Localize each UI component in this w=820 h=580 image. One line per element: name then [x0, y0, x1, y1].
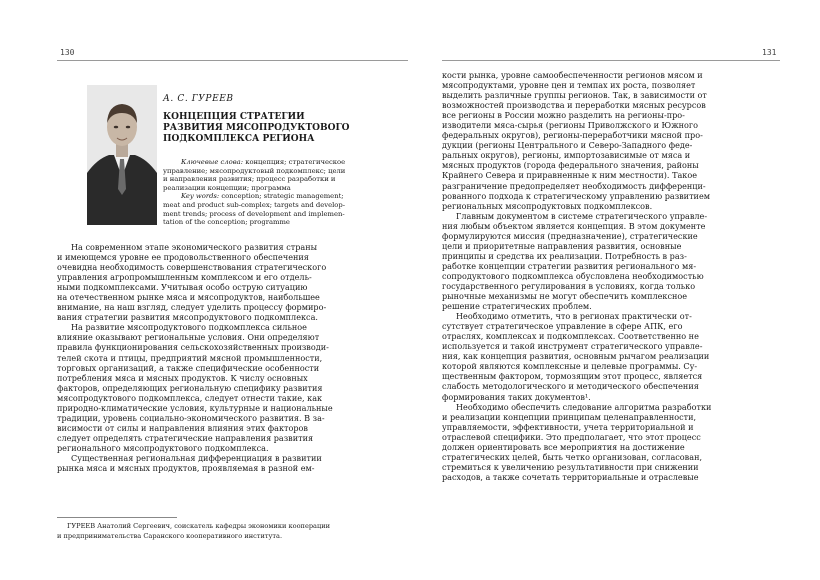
body-line: Главным документом в системе стратегического управле-: [456, 210, 708, 221]
body-line: ния, как концепция развития, основным рычагом реализации: [442, 351, 710, 362]
body-line: цели и приоритетные направления развития, основные: [442, 240, 682, 251]
keywords-ru-text: концепция; стратегическое: [243, 158, 346, 166]
body-line: На современном этапе экономического развития страны: [71, 242, 318, 252]
body-line: сопродуктового подкомплекса обусловлена необходимостью: [442, 270, 704, 281]
body-line: природно-климатические условия, культурные и национальные: [57, 402, 333, 413]
keywords-en-line: meat and product sub-complex; targets and develop-: [163, 200, 346, 209]
body-line: все регионы в России можно разделить на регионы-про-: [442, 110, 685, 121]
body-line: влияние оказывают региональные условия. Они определяют: [57, 332, 320, 343]
body-line: федеральных округов), регионы-переработчики мясной про-: [442, 130, 703, 141]
body-line: следует определять стратегические направления развития: [57, 432, 314, 443]
keywords-ru-label: Ключевые слова:: [181, 158, 244, 166]
footnote-rule: [57, 517, 177, 518]
left-body-text: [57, 242, 408, 473]
body-line: торговых организаций, а также специфические особенности: [57, 362, 320, 373]
article-title: [163, 112, 403, 145]
body-line: вания стратегии развития мясопродуктового подкомплекса.: [57, 312, 318, 323]
body-line: возможностей производства и переработки мясных ресурсов: [442, 100, 706, 111]
footnote-line: и предпринимательства Саранского кооперативного института.: [57, 531, 283, 540]
page-number-right: 131: [762, 48, 777, 57]
body-line: внимание, на наш взгляд, следует уделить процессу формиро-: [57, 302, 327, 313]
body-line: региональных мясопродуктовых подкомплексов.: [442, 200, 653, 211]
body-line: формулируются миссия (предназначение), стратегические: [442, 230, 698, 241]
body-line: факторов, определяющих региональную специфику развития: [57, 382, 323, 393]
keywords-en-first-line: [163, 192, 403, 201]
body-line: управляемости, эффективности, учета территориальной и: [442, 421, 694, 432]
body-line: сутствует стратегическое управление в сфере АПК, его: [442, 321, 683, 332]
keywords-ru-first-line: [163, 158, 403, 167]
body-line: рынка мяса и мясных продуктов, проявляемая в разной ем-: [57, 463, 315, 474]
body-line: мясопродуктами, уровне цен и темпах их роста, позволяет: [442, 80, 696, 91]
body-line: и реализации концепции принципам целенаправленности,: [442, 411, 697, 422]
page-number-left: 130: [60, 48, 75, 57]
keywords-en-text: conception; strategic management;: [219, 192, 344, 201]
keywords-ru-line: реализации концепции; программа: [163, 183, 291, 192]
keywords-block: [163, 158, 403, 227]
keywords-en-line: tation of the conception; programme: [163, 218, 290, 227]
body-line: Крайнего Севера и приравненные к ним местности). Такое: [442, 170, 698, 181]
body-line: изводители мяса-сырья (регионы Приволжского и Южного: [442, 120, 699, 131]
body-line: слабость методологического и методического обеспечения: [442, 381, 699, 392]
body-line: ными подкомплексами. Учитывая особо острую ситуацию: [57, 282, 308, 293]
author-footnote: [57, 522, 407, 541]
body-line: государственного регулирования в условиях, когда только: [442, 280, 696, 291]
body-line: отраслевой специфики. Это предполагает, что этот процесс: [442, 431, 701, 442]
author-photo: [87, 85, 157, 225]
body-line: щественным фактором, тормозящим этот процесс, является: [442, 371, 703, 382]
body-line: регионального мясопродуктового подкомплекса.: [57, 442, 269, 453]
body-line: выделить различные группы регионов. Так, в зависимости от: [442, 90, 707, 101]
body-line: решение стратегических проблем.: [442, 301, 592, 312]
body-line: кости рынка, уровне самообеспеченности регионов мясом и: [442, 70, 703, 80]
body-line: дукции (регионы Центрального и Северо-Западного феде-: [442, 140, 693, 151]
body-line: расходов, а также сочетать территориальные и отраслевые: [442, 471, 699, 482]
body-line: стратегических целей, быть четко организован, согласован,: [442, 451, 703, 462]
body-line: потребления мяса и мясных продуктов. К числу основных: [57, 372, 308, 383]
body-line: которой являются комплексные и целевые программы. Су-: [442, 361, 698, 372]
body-line: отраслях, комплексах и подкомплексах. Соответственно не: [442, 331, 699, 342]
title-line: РАЗВИТИЯ МЯСОПРОДУКТОВОГО: [163, 123, 350, 133]
body-line: Необходимо обеспечить следование алгоритма разработки: [456, 401, 712, 412]
body-line: работке концепции стратегии развития регионального мя-: [442, 260, 697, 271]
title-line: ПОДКОМПЛЕКСА РЕГИОНА: [163, 134, 315, 144]
keywords-ru-line: управление; мясопродуктовый подкомплекс; цели: [163, 166, 346, 175]
body-line: на отечественном рынке мяса и мясопродуктов, наибольшее: [57, 292, 320, 303]
body-line: ния любым объектом является концепция. В этом документе: [442, 220, 706, 231]
author-portrait-image: [87, 85, 157, 225]
header-rule-right: [442, 60, 780, 61]
body-line: мясных продуктов (города федерального значения, районы: [442, 160, 699, 171]
body-line: принципы и средства их реализации. Потребность в раз-: [442, 250, 687, 261]
body-line: используется и такой инструмент стратегического управле-: [442, 341, 703, 352]
body-line: правила функционирования сельскохозяйственных производи-: [57, 342, 329, 353]
header-rule-left: [57, 60, 408, 61]
right-page: [410, 0, 820, 580]
body-line: висимости от силы и направления влияния этих факторов: [57, 422, 308, 433]
body-line: Необходимо отметить, что в регионах практически от-: [456, 311, 692, 322]
keywords-en-label: Key words:: [181, 192, 220, 201]
body-line: традиции, уровень социально-экономического развития. В за-: [57, 412, 325, 423]
body-line: управления агропромышленным комплексом и его отдель-: [57, 272, 312, 283]
body-line: телей скота и птицы, предприятий мясной промышленности,: [57, 352, 323, 363]
footnote-line: ГУРЕЕВ Анатолий Сергеевич, соискатель кафедры экономики кооперации: [67, 522, 331, 530]
body-line: стремиться к увеличению результативности при снижении: [442, 461, 699, 472]
right-body-text: [442, 70, 780, 482]
keywords-en-line: ment trends; process of development and implemen-: [163, 209, 345, 218]
body-line: рованного подхода к стратегическому управлению развитием: [442, 190, 711, 201]
body-line: рыночные механизмы не могут обеспечить комплексное: [442, 291, 688, 302]
body-line: формирования таких документов¹.: [442, 391, 591, 402]
body-line: ральных округов), регионы, импортозависимые от мяса и: [442, 150, 691, 161]
article-author: А. С. ГУРЕЕВ: [163, 94, 234, 104]
body-line: На развитие мясопродуктового подкомплекса сильное: [71, 322, 307, 333]
title-line: КОНЦЕПЦИЯ СТРАТЕГИИ: [163, 112, 305, 122]
body-line: разграничение предопределяет необходимость дифференци-: [442, 180, 706, 191]
body-line: и имеющемся уровне ее продовольственного обеспечения: [57, 252, 309, 263]
body-line: очевидна необходимость совершенствования стратегического: [57, 262, 327, 273]
keywords-ru-line: и направления развития; процесс разработки и: [163, 175, 336, 184]
body-line: Существенная региональная дифференциация в развитии: [71, 452, 322, 463]
body-line: мясопродуктового подкомплекса, следует отнести такие, как: [57, 392, 323, 403]
body-line: должен ориентировать все мероприятия на достижение: [442, 441, 685, 452]
